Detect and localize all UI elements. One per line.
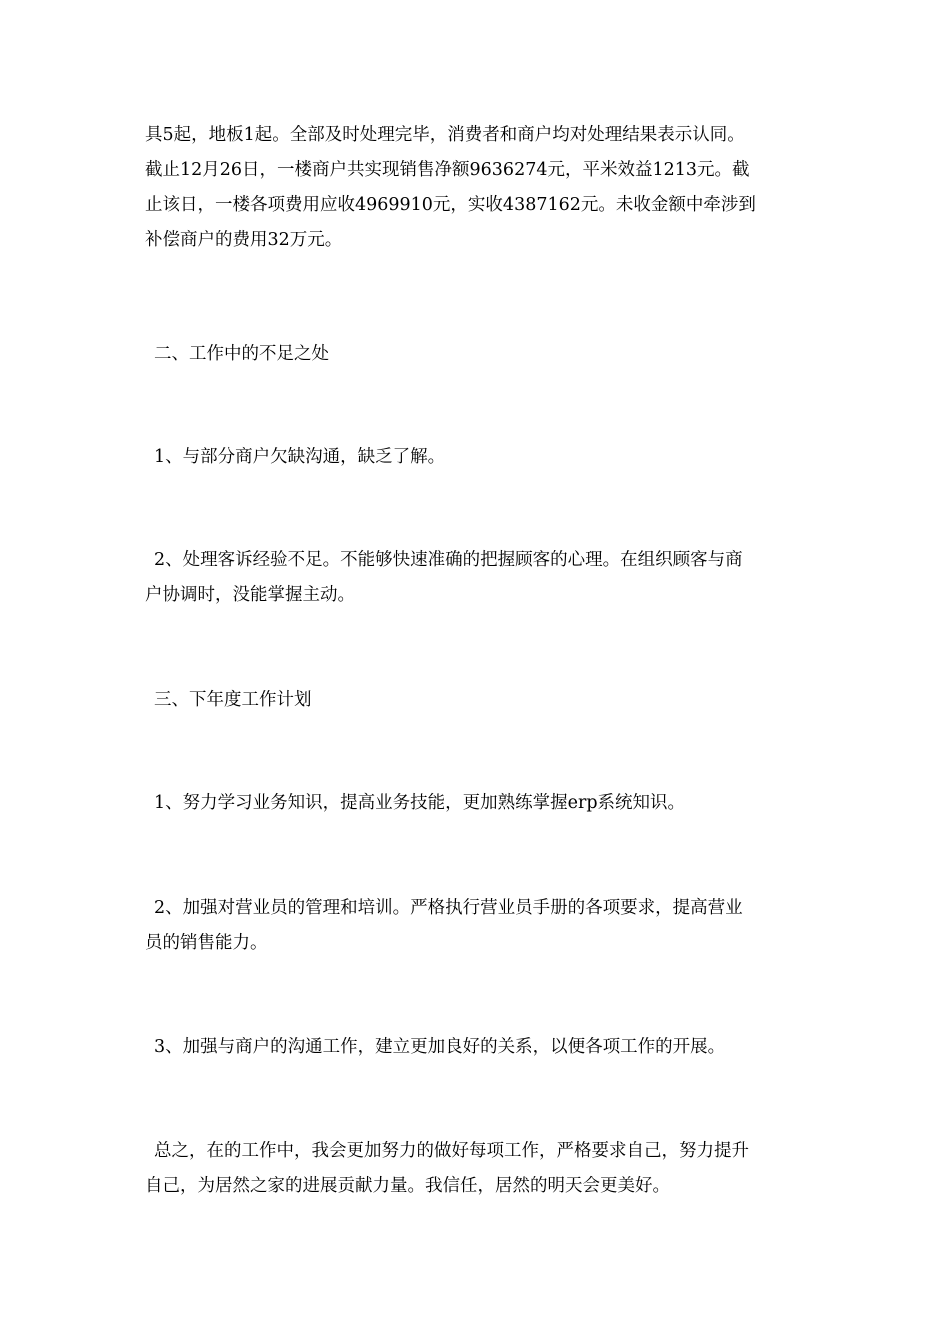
- text-line: 3、加强与商户的沟通工作，建立更加良好的关系，以便各项工作的开展。: [154, 1037, 726, 1057]
- text-line: 二、工作中的不足之处: [154, 344, 329, 364]
- text-line: 户协调时，没能掌握主动。: [145, 585, 355, 605]
- paragraph-plan-1: [145, 786, 825, 821]
- paragraph-shortcoming-2: [145, 543, 825, 613]
- text-line: 1、与部分商户欠缺沟通，缺乏了解。: [154, 447, 446, 467]
- paragraph-conclusion: [145, 1134, 825, 1204]
- text-line: 三、下年度工作计划: [154, 690, 312, 710]
- text-line: 止该日，一楼各项费用应收4969910元，实收4387162元。未收金额中牵涉到: [145, 195, 756, 215]
- text-line: 1、努力学习业务知识，提高业务技能，更加熟练掌握erp系统知识。: [154, 793, 686, 813]
- text-line: 2、处理客诉经验不足。不能够快速准确的把握顾客的心理。在组织顾客与商: [154, 550, 743, 570]
- paragraph-plan-2: [145, 891, 825, 961]
- paragraph-shortcoming-1: [145, 440, 825, 475]
- text-line: 自己，为居然之家的进展贡献力量。我信任，居然的明天会更美好。: [145, 1176, 670, 1196]
- text-line: 截止12月26日，一楼商户共实现销售净额9636274元，平米效益1213元。截: [145, 160, 750, 180]
- section-heading-shortcomings: [145, 337, 825, 372]
- text-line: 2、加强对营业员的管理和培训。严格执行营业员手册的各项要求，提高营业: [154, 898, 743, 918]
- section-heading-next-year-plan: [145, 683, 825, 718]
- paragraph-plan-3: [145, 1030, 825, 1065]
- text-line: 总之，在的工作中，我会更加努力的做好每项工作，严格要求自己，努力提升: [154, 1141, 749, 1161]
- text-line: 补偿商户的费用32万元。: [145, 230, 343, 250]
- text-line: 员的销售能力。: [145, 933, 268, 953]
- paragraph-complaints-sales-summary: [145, 118, 825, 258]
- text-line: 具5起，地板1起。全部及时处理完毕，消费者和商户均对处理结果表示认同。: [145, 125, 745, 145]
